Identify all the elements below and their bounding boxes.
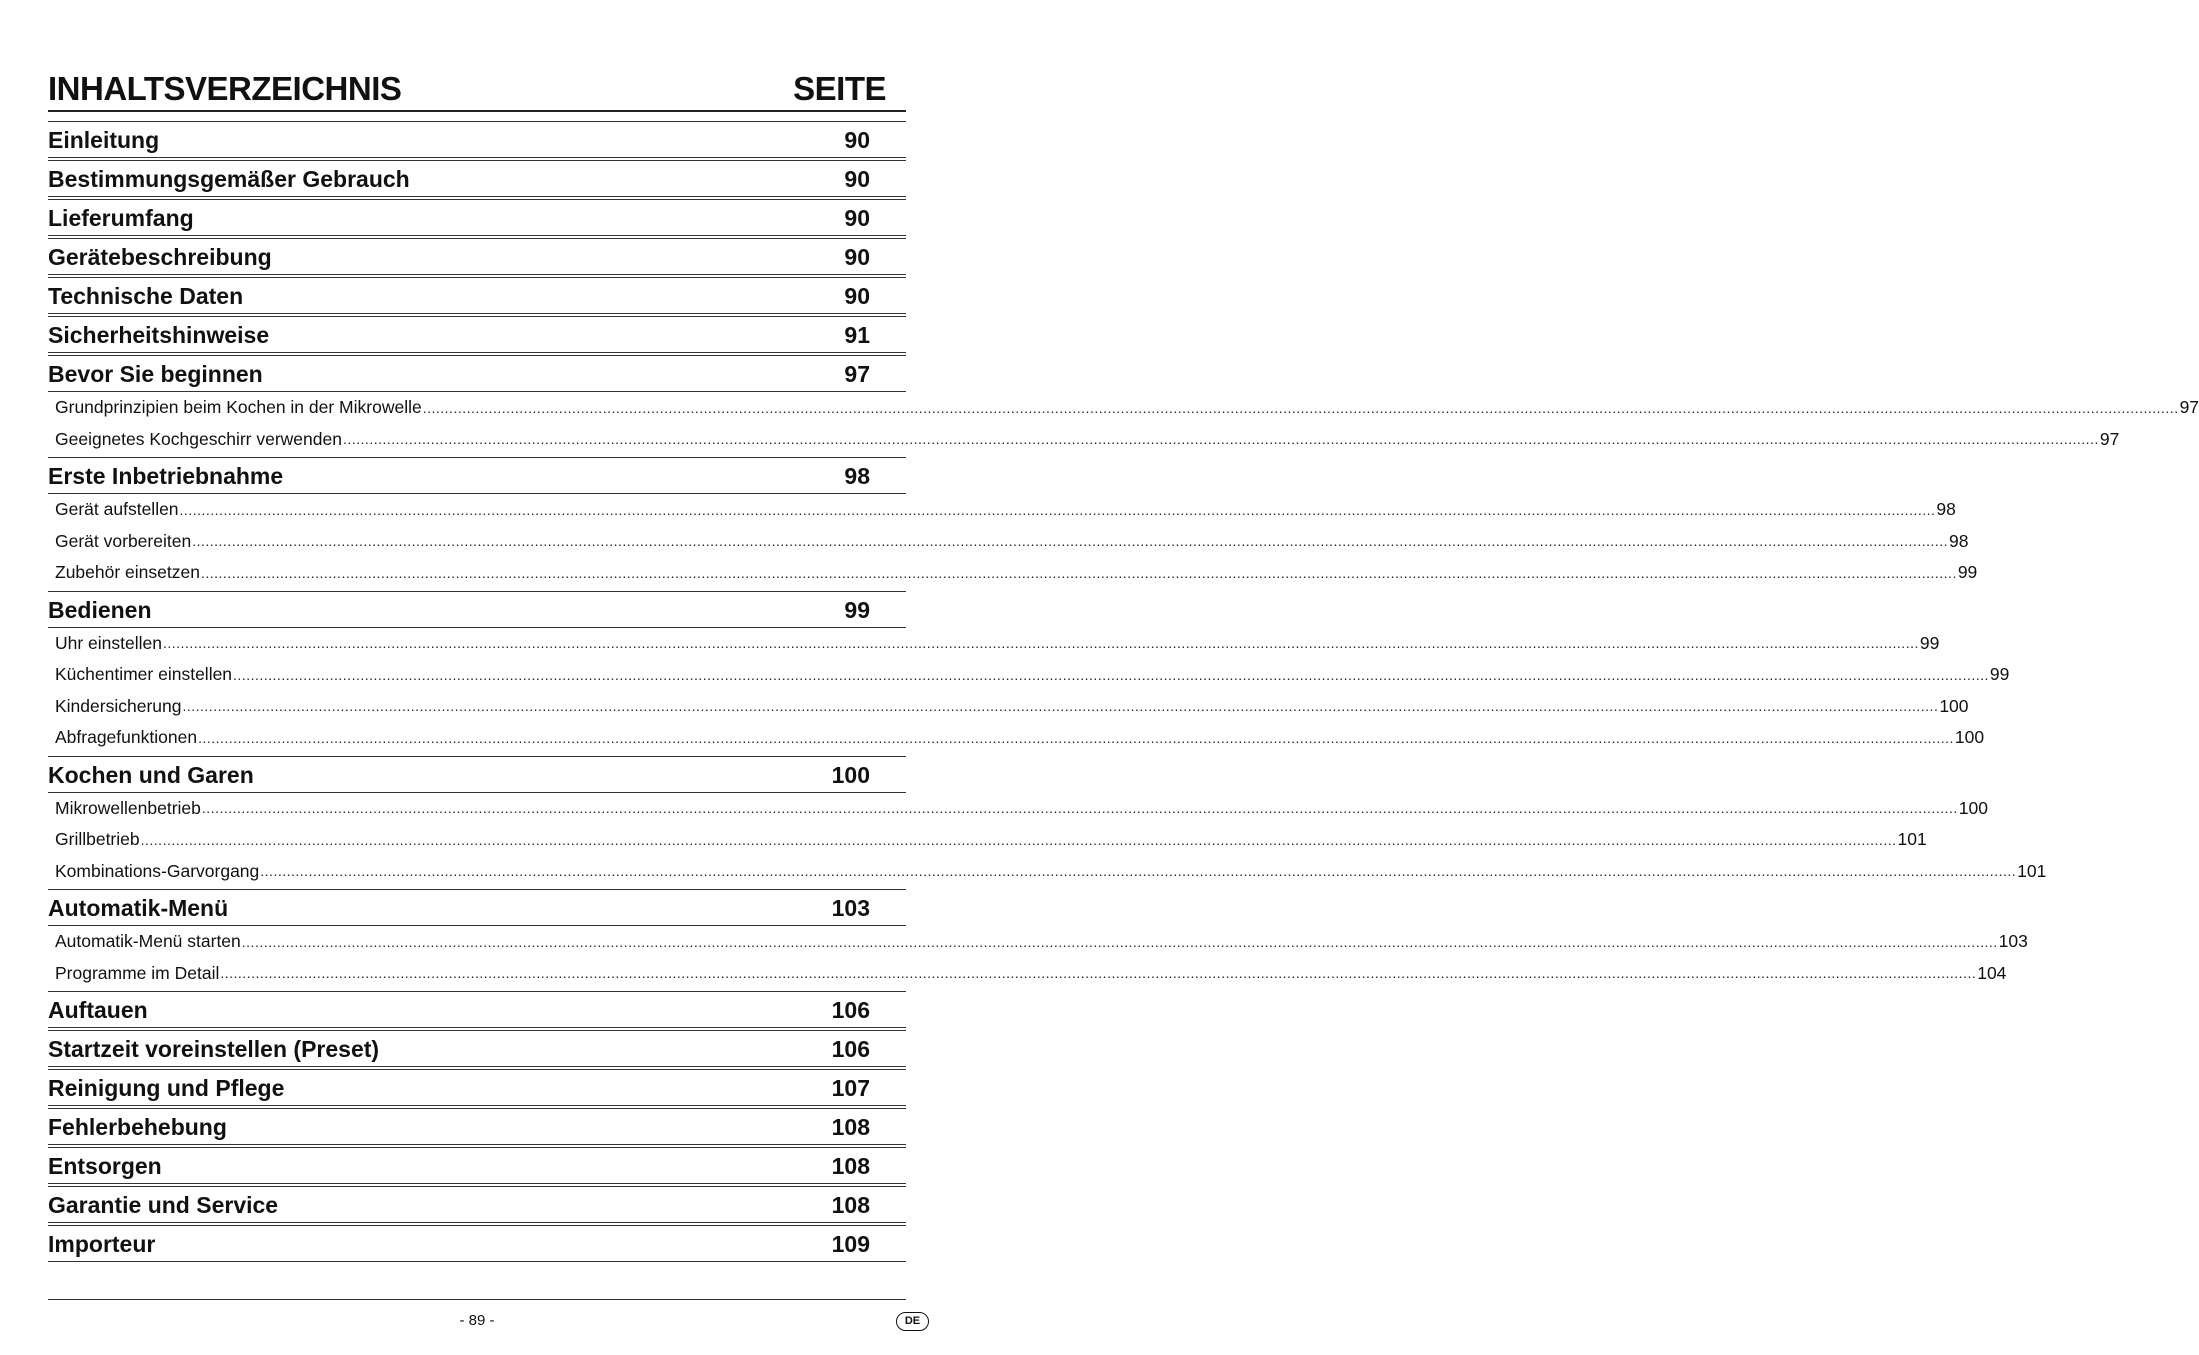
toc-section-title: Auftauen xyxy=(48,997,148,1023)
toc-section-page: 108 xyxy=(831,1153,870,1179)
toc-subsection[interactable] xyxy=(48,691,1969,723)
toc-subsection[interactable] xyxy=(48,628,1940,660)
table-of-contents xyxy=(48,121,2199,1262)
toc-subsection[interactable] xyxy=(48,856,2047,888)
toc-subsection[interactable] xyxy=(48,659,2010,691)
footer-divider xyxy=(48,1299,906,1300)
dot-leader: ................................................................................................................................................................................................................................................................................................................................................................................................................ xyxy=(241,933,1998,950)
dot-leader: ................................................................................................................................................................................................................................................................................................................................................................................................................ xyxy=(140,831,1897,848)
toc-section[interactable] xyxy=(48,1030,906,1067)
page-title: INHALTSVERZEICHNIS xyxy=(48,70,402,107)
toc-section[interactable] xyxy=(48,889,906,926)
toc-section-page: 91 xyxy=(844,322,870,348)
toc-subsection-page: 97 xyxy=(2099,428,2120,449)
toc-subsection-page: 100 xyxy=(1958,797,1988,818)
toc-subsection[interactable] xyxy=(48,526,1969,558)
toc-section-title: Kochen und Garen xyxy=(48,761,254,788)
toc-subsection-title: Gerät aufstellen xyxy=(55,499,179,520)
toc-subsection-page: 100 xyxy=(1939,695,1969,716)
toc-subsection[interactable] xyxy=(48,926,2028,958)
toc-section[interactable] xyxy=(48,1186,906,1223)
toc-section[interactable] xyxy=(48,277,906,314)
toc-subsection-title: Grundprinzipien beim Kochen in der Mikrowelle xyxy=(55,397,422,418)
toc-section-title: Garantie und Service xyxy=(48,1192,279,1218)
page-number: - 89 - xyxy=(459,1312,495,1329)
toc-subsection-title: Küchentimer einstellen xyxy=(55,664,233,685)
dot-leader: ................................................................................................................................................................................................................................................................................................................................................................................................................ xyxy=(342,431,2099,447)
toc-subsection[interactable] xyxy=(48,392,2199,424)
toc-section-page: 108 xyxy=(831,1192,870,1218)
toc-subsection-page: 100 xyxy=(1954,727,1985,748)
toc-section-title: Bevor Sie beginnen xyxy=(48,361,263,387)
toc-section-page: 99 xyxy=(844,596,870,623)
toc-section[interactable] xyxy=(48,121,906,158)
toc-subsection-page: 99 xyxy=(1989,664,2010,685)
dot-leader: ................................................................................................................................................................................................................................................................................................................................................................................................................ xyxy=(233,666,1989,683)
page-column-heading: SEITE xyxy=(793,70,886,107)
toc-section-title: Erste Inbetriebnahme xyxy=(48,463,284,489)
toc-section-title: Bedienen xyxy=(48,596,152,623)
toc-subsection-page: 103 xyxy=(1998,931,2028,952)
toc-section-title: Bestimmungsgemäßer Gebrauch xyxy=(48,166,410,192)
toc-section-page: 90 xyxy=(844,166,870,192)
toc-section-page: 90 xyxy=(844,283,870,309)
toc-section-page: 108 xyxy=(831,1114,870,1140)
toc-section-title: Lieferumfang xyxy=(48,205,194,231)
toc-subsection-title: Geeignetes Kochgeschirr verwenden xyxy=(55,428,342,449)
toc-subsection[interactable] xyxy=(48,722,1985,754)
dot-leader: ................................................................................................................................................................................................................................................................................................................................................................................................................ xyxy=(200,564,1957,581)
toc-subsection-title: Uhr einstellen xyxy=(55,632,162,653)
toc-section-page: 100 xyxy=(831,761,870,788)
toc-subsection[interactable] xyxy=(48,494,1956,526)
toc-section[interactable] xyxy=(48,756,906,793)
toc-section-title: Startzeit voreinstellen (Preset) xyxy=(48,1036,380,1062)
toc-subsection-title: Programme im Detail xyxy=(55,962,220,983)
toc-section-page: 90 xyxy=(844,205,870,231)
toc-section-page: 98 xyxy=(844,463,870,489)
toc-header xyxy=(48,68,906,112)
toc-subsection-title: Kombinations-Garvorgang xyxy=(55,860,260,881)
dot-leader: ................................................................................................................................................................................................................................................................................................................................................................................................................ xyxy=(220,965,1977,981)
toc-section-title: Automatik-Menü xyxy=(48,895,229,921)
toc-section[interactable] xyxy=(48,160,906,197)
language-badge: DE xyxy=(896,1312,929,1331)
toc-section[interactable] xyxy=(48,355,906,392)
toc-subsection-title: Mikrowellenbetrieb xyxy=(55,797,201,818)
toc-section[interactable] xyxy=(48,238,906,275)
toc-section-title: Gerätebeschreibung xyxy=(48,244,272,270)
toc-section-page: 107 xyxy=(831,1075,870,1101)
dot-leader: ................................................................................................................................................................................................................................................................................................................................................................................................................ xyxy=(260,863,2017,879)
toc-section[interactable] xyxy=(48,1069,906,1106)
toc-section-title: Reinigung und Pflege xyxy=(48,1075,285,1101)
toc-section[interactable] xyxy=(48,316,906,353)
toc-subsection-page: 104 xyxy=(1977,962,2007,983)
toc-subsection-title: Abfragefunktionen xyxy=(55,727,198,748)
toc-subsection-page: 99 xyxy=(1919,632,1940,653)
toc-section-title: Technische Daten xyxy=(48,283,244,309)
toc-subsection-title: Gerät vorbereiten xyxy=(55,530,192,551)
toc-section-page: 106 xyxy=(831,997,870,1023)
toc-section-title: Einleitung xyxy=(48,127,160,153)
toc-subsection-title: Grillbetrieb xyxy=(55,829,140,850)
toc-subsection[interactable] xyxy=(48,958,2007,990)
toc-subsection[interactable] xyxy=(48,424,2120,456)
toc-subsection-title: Zubehör einsetzen xyxy=(55,562,200,583)
toc-subsection[interactable] xyxy=(48,557,1978,589)
toc-section[interactable] xyxy=(48,1147,906,1184)
toc-section-page: 90 xyxy=(844,244,870,270)
toc-section-title: Entsorgen xyxy=(48,1153,162,1179)
toc-subsection-page: 98 xyxy=(1949,530,1969,551)
toc-subsection-page: 101 xyxy=(2017,860,2047,881)
toc-subsection-page: 97 xyxy=(2179,397,2199,418)
dot-leader: ................................................................................................................................................................................................................................................................................................................................................................................................................ xyxy=(182,698,1939,714)
toc-section-page: 97 xyxy=(844,361,870,387)
toc-section[interactable] xyxy=(48,1225,906,1262)
toc-section-title: Importeur xyxy=(48,1231,156,1257)
dot-leader: ................................................................................................................................................................................................................................................................................................................................................................................................................ xyxy=(163,635,1919,651)
toc-section[interactable] xyxy=(48,457,906,494)
toc-subsection-title: Kindersicherung xyxy=(55,695,182,716)
toc-subsection[interactable] xyxy=(48,824,1927,856)
toc-subsection[interactable] xyxy=(48,793,1988,825)
toc-subsection-page: 99 xyxy=(1957,562,1978,583)
dot-leader: ................................................................................................................................................................................................................................................................................................................................................................................................................ xyxy=(201,800,1958,816)
toc-section-page: 109 xyxy=(831,1231,870,1257)
toc-section[interactable] xyxy=(48,199,906,236)
toc-section-page: 106 xyxy=(831,1036,870,1062)
toc-section[interactable] xyxy=(48,591,906,628)
toc-subsection-page: 98 xyxy=(1936,499,1956,520)
toc-section-page: 90 xyxy=(844,127,870,153)
dot-leader: ................................................................................................................................................................................................................................................................................................................................................................................................................ xyxy=(198,729,1954,746)
toc-section-title: Sicherheitshinweise xyxy=(48,322,270,348)
toc-subsection-page: 101 xyxy=(1897,829,1927,850)
dot-leader: ................................................................................................................................................................................................................................................................................................................................................................................................................ xyxy=(179,501,1936,518)
dot-leader: ................................................................................................................................................................................................................................................................................................................................................................................................................ xyxy=(422,399,2179,416)
dot-leader: ................................................................................................................................................................................................................................................................................................................................................................................................................ xyxy=(192,533,1949,549)
toc-section[interactable] xyxy=(48,1108,906,1145)
toc-section-title: Fehlerbehebung xyxy=(48,1114,227,1140)
toc-section-page: 103 xyxy=(831,895,870,921)
toc-section[interactable] xyxy=(48,991,906,1028)
toc-subsection-title: Automatik-Menü starten xyxy=(55,931,241,952)
